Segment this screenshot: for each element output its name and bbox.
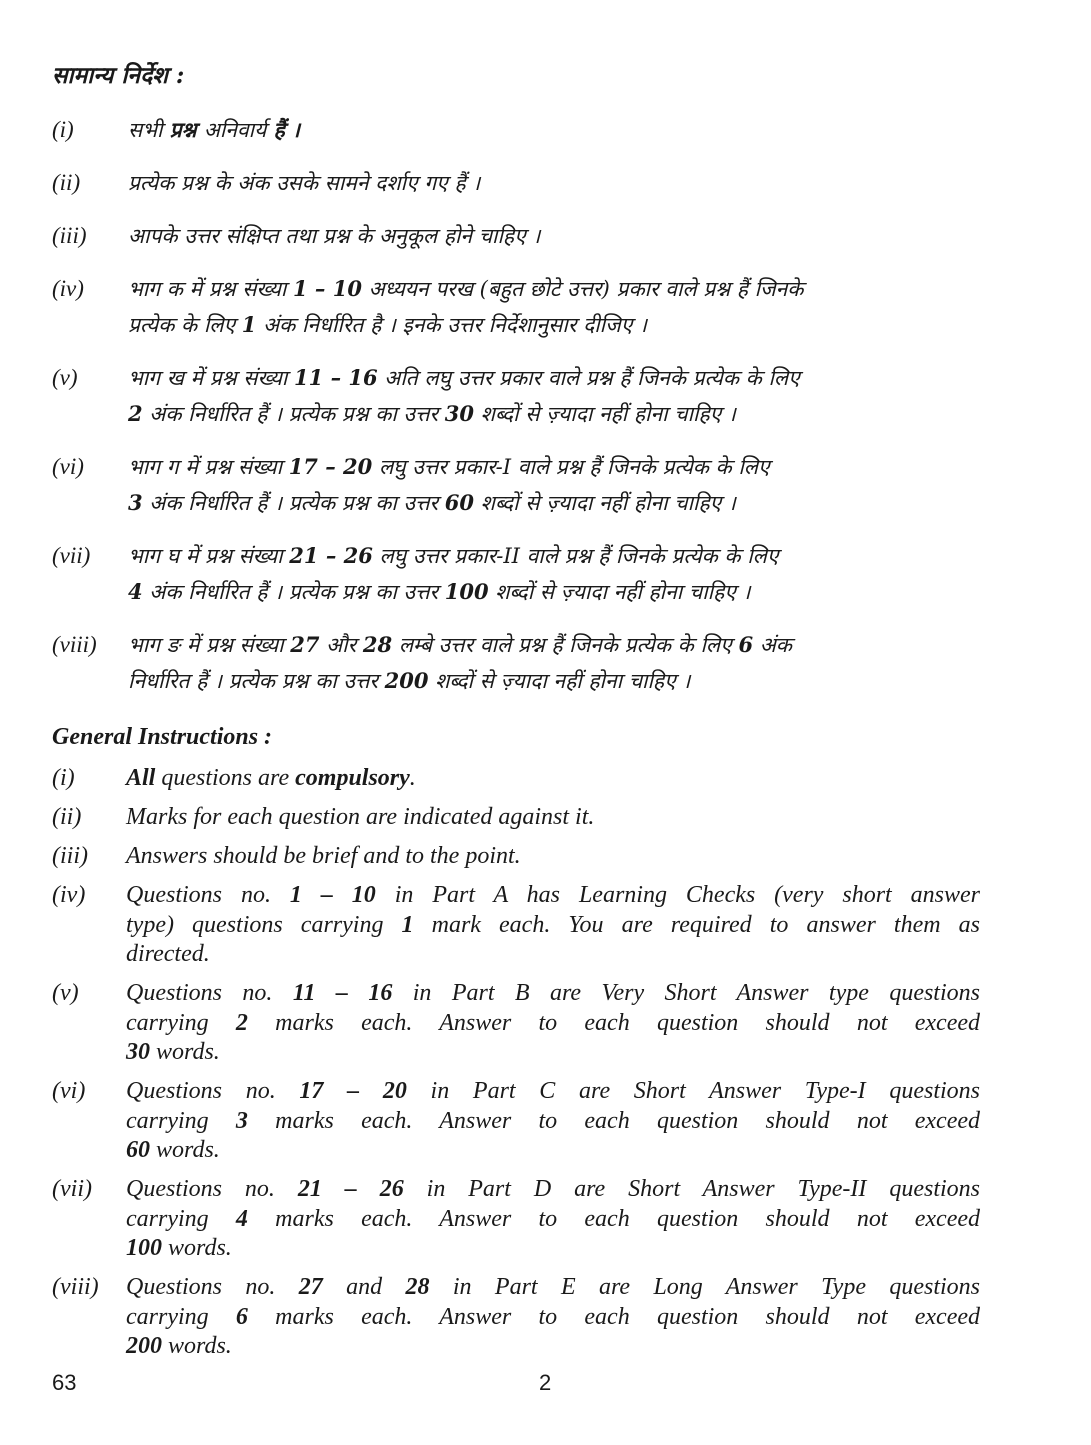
text-segment: प्रत्येक के लिए	[128, 313, 242, 337]
emphasis-text: 60	[444, 490, 474, 515]
text-segment: लघु उत्तर प्रकार-I वाले प्रश्न हैं जिनके प्रत्येक के लिए	[372, 455, 770, 479]
text-segment: Questions no.	[126, 1274, 299, 1300]
english-instruction-item	[52, 1175, 980, 1264]
text-line	[126, 1136, 980, 1166]
text-segment: and	[322, 1274, 406, 1300]
emphasis-text: 21 – 26	[297, 1176, 404, 1202]
text-line	[126, 1273, 980, 1303]
emphasis-text: 1	[401, 911, 414, 938]
emphasis-text: 27	[290, 632, 320, 657]
emphasis-text: 17 – 20	[299, 1078, 407, 1104]
text-segment: सभी	[128, 118, 163, 142]
hindi-instruction-item	[52, 218, 984, 254]
page-number: 2	[539, 1370, 552, 1395]
text-segment: अनिवार्य	[203, 118, 267, 142]
english-instructions-heading: General Instructions :	[52, 724, 273, 750]
text-segment: marks each. Answer to each question should not exceed	[247, 1009, 981, 1036]
emphasis-text: 200	[384, 668, 429, 693]
text-segment: .	[409, 765, 416, 791]
emphasis-text: 3	[128, 490, 143, 515]
item-text	[128, 218, 984, 254]
text-segment: Questions no.	[126, 980, 293, 1006]
english-instruction-item	[52, 842, 980, 872]
emphasis-text: प्रश्न	[162, 117, 204, 142]
emphasis-text: 2	[235, 1009, 248, 1036]
item-number: (iv)	[52, 276, 84, 301]
text-segment: शब्दों से ज़्यादा नहीं होना चाहिए ।	[488, 580, 751, 604]
item-number: (v)	[52, 980, 79, 1006]
item-number: (iii)	[52, 843, 88, 869]
english-instruction-item	[52, 1077, 980, 1166]
emphasis-text: 11 – 16	[294, 365, 378, 390]
english-instruction-item	[52, 979, 980, 1068]
text-line	[126, 1038, 980, 1068]
text-segment: अंक निर्धारित हैं । प्रत्येक प्रश्न का उत्तर	[142, 402, 445, 426]
text-segment: अंक निर्धारित हैं । प्रत्येक प्रश्न का उत्तर	[142, 491, 445, 515]
text-segment: in Part C are Short Answer Type-I questions	[406, 1078, 981, 1104]
item-text	[126, 979, 980, 1068]
hindi-instruction-item	[52, 271, 984, 343]
emphasis-text: 30	[444, 401, 474, 426]
text-segment: निर्धारित हैं । प्रत्येक प्रश्न का उत्तर	[128, 669, 385, 693]
text-segment: carrying	[126, 1303, 236, 1330]
english-instruction-item	[52, 764, 980, 794]
emphasis-text: 27	[298, 1274, 323, 1300]
text-segment: लघु उत्तर प्रकार-II वाले प्रश्न हैं जिनके प्रत्येक के लिए	[372, 544, 779, 568]
item-text	[128, 112, 984, 148]
text-segment: Questions no.	[126, 1078, 300, 1104]
text-line	[128, 165, 984, 201]
emphasis-text: 1 – 10	[289, 882, 376, 908]
text-line	[128, 271, 984, 307]
text-line	[126, 842, 980, 872]
item-number: (i)	[52, 765, 75, 791]
item-text	[126, 1077, 980, 1166]
text-line	[128, 218, 984, 254]
emphasis-text: 21 – 26	[289, 543, 373, 568]
text-line	[126, 1107, 980, 1137]
hindi-instruction-item	[52, 112, 984, 148]
emphasis-text: 3	[235, 1107, 248, 1134]
emphasis-text: 2	[128, 401, 143, 426]
text-segment: प्रत्येक प्रश्न के अंक उसके सामने दर्शाए गए हैं ।	[128, 171, 481, 195]
item-text	[128, 627, 984, 699]
item-number: (viii)	[52, 1274, 99, 1300]
text-line	[128, 574, 984, 610]
text-line	[126, 1175, 980, 1205]
text-line	[128, 663, 984, 699]
item-text	[126, 764, 980, 794]
hindi-instructions-heading: सामान्य निर्देश :	[52, 62, 185, 89]
text-line	[128, 307, 984, 343]
item-text	[126, 803, 980, 833]
item-text	[128, 271, 984, 343]
emphasis-text: 6	[738, 632, 754, 657]
emphasis-text: 1	[241, 312, 257, 337]
text-line	[128, 112, 984, 148]
text-segment: marks each. Answer to each question should not exceed	[247, 1205, 981, 1232]
text-segment: mark each. You are required to answer them as	[413, 911, 980, 938]
text-segment: words.	[150, 1137, 220, 1163]
text-segment: शब्दों से ज़्यादा नहीं होना चाहिए ।	[473, 491, 736, 515]
text-segment: भाग घ में प्रश्न संख्या	[128, 544, 290, 568]
text-line	[126, 1234, 980, 1264]
text-line	[128, 627, 984, 663]
text-line	[126, 940, 980, 970]
emphasis-text: 4	[235, 1205, 248, 1232]
emphasis-text: 4	[128, 579, 143, 604]
text-segment: directed.	[126, 941, 210, 967]
text-segment: carrying	[126, 1107, 236, 1134]
text-segment: Questions no.	[126, 882, 290, 908]
emphasis-text: 60	[126, 1137, 150, 1163]
emphasis-text: 100	[126, 1235, 162, 1261]
item-text	[126, 1273, 980, 1362]
emphasis-text: All	[126, 765, 156, 791]
item-text	[126, 881, 980, 970]
text-segment: भाग ग में प्रश्न संख्या	[128, 455, 289, 479]
hindi-instructions-list	[52, 112, 984, 716]
hindi-instruction-item	[52, 165, 984, 201]
text-segment: marks each. Answer to each question should not exceed	[247, 1303, 981, 1330]
text-line	[128, 538, 984, 574]
text-segment: words.	[162, 1333, 232, 1359]
item-number: (vi)	[52, 454, 84, 479]
text-line	[128, 449, 984, 485]
text-segment: आपके उत्तर संक्षिप्त तथा प्रश्न के अनुकूल होने चाहिए ।	[128, 224, 541, 248]
item-number: (iii)	[52, 223, 87, 248]
text-segment: Questions no.	[126, 1176, 298, 1202]
item-number: (vii)	[52, 543, 91, 568]
text-segment: शब्दों से ज़्यादा नहीं होना चाहिए ।	[473, 402, 736, 426]
emphasis-text: compulsory	[295, 765, 410, 791]
text-segment: और	[319, 633, 363, 657]
text-segment: अध्ययन परख (बहुत छोटे उत्तर) प्रकार वाले प्रश्न हैं जिनके	[361, 277, 804, 301]
text-segment: शब्दों से ज़्यादा नहीं होना चाहिए ।	[428, 669, 691, 693]
text-line	[126, 881, 980, 911]
text-segment: marks each. Answer to each question should not exceed	[247, 1107, 981, 1134]
text-segment: in Part A has Learning Checks (very short answer	[375, 882, 981, 908]
emphasis-text: 17 – 20	[288, 454, 373, 479]
emphasis-text: हैं ।	[266, 117, 300, 142]
item-number: (i)	[52, 117, 74, 142]
text-line	[126, 764, 980, 794]
item-number: (v)	[52, 365, 78, 390]
text-line	[126, 1332, 980, 1362]
item-number: (iv)	[52, 882, 86, 908]
english-instruction-item	[52, 803, 980, 833]
text-segment: भाग क में प्रश्न संख्या	[128, 277, 293, 301]
hindi-instruction-item	[52, 360, 984, 432]
text-segment: अति लघु उत्तर प्रकार वाले प्रश्न हैं जिनके प्रत्येक के लिए	[377, 366, 800, 390]
text-line	[128, 396, 984, 432]
text-segment: words.	[150, 1039, 220, 1065]
hindi-instruction-item	[52, 538, 984, 610]
text-line	[126, 911, 980, 941]
emphasis-text: 30	[126, 1039, 150, 1065]
english-instruction-item	[52, 1273, 980, 1362]
text-segment: अंक निर्धारित हैं । प्रत्येक प्रश्न का उत्तर	[142, 580, 445, 604]
item-number: (ii)	[52, 804, 82, 830]
text-line	[128, 485, 984, 521]
text-line	[126, 1009, 980, 1039]
text-segment: in Part E are Long Answer Type questions	[429, 1274, 981, 1300]
text-segment: भाग ख में प्रश्न संख्या	[128, 366, 295, 390]
text-line	[126, 1205, 980, 1235]
text-segment: अंक	[753, 633, 792, 657]
text-line	[126, 1077, 980, 1107]
text-line	[126, 1303, 980, 1333]
emphasis-text: 11 – 16	[292, 980, 393, 1006]
item-number: (vii)	[52, 1176, 92, 1202]
item-number: (vi)	[52, 1078, 86, 1104]
english-instruction-item	[52, 881, 980, 970]
text-segment: in Part D are Short Answer Type-II questions	[403, 1176, 981, 1202]
emphasis-text: 28	[405, 1274, 430, 1300]
hindi-instruction-item	[52, 627, 984, 699]
item-text	[128, 538, 984, 610]
text-segment: Marks for each question are indicated against it.	[126, 804, 595, 830]
emphasis-text: 100	[444, 579, 489, 604]
text-segment: carrying	[126, 1009, 236, 1036]
item-text	[128, 165, 984, 201]
emphasis-text: 200	[126, 1333, 162, 1359]
english-instructions-list	[52, 764, 980, 1371]
emphasis-text: 6	[235, 1303, 248, 1330]
item-number: (viii)	[52, 632, 97, 657]
item-text	[128, 360, 984, 432]
item-text	[126, 842, 980, 872]
emphasis-text: 1 – 10	[292, 276, 362, 301]
text-segment: अंक निर्धारित है । इनके उत्तर निर्देशानुसार दीजिए ।	[256, 313, 647, 337]
text-segment: words.	[162, 1235, 232, 1261]
text-segment: भाग ङ में प्रश्न संख्या	[128, 633, 291, 657]
text-segment: लम्बे उत्तर वाले प्रश्न हैं जिनके प्रत्येक के लिए	[392, 633, 739, 657]
item-number: (ii)	[52, 170, 81, 195]
text-line	[126, 979, 980, 1009]
text-segment: carrying	[126, 1205, 236, 1232]
item-text	[128, 449, 984, 521]
text-segment: in Part B are Very Short Answer type questions	[392, 980, 980, 1006]
paper-code: 63	[52, 1370, 77, 1395]
text-segment: Answers should be brief and to the point.	[126, 843, 521, 869]
text-segment: questions are	[155, 765, 296, 791]
emphasis-text: 28	[362, 632, 393, 657]
text-line	[126, 803, 980, 833]
hindi-instruction-item	[52, 449, 984, 521]
item-text	[126, 1175, 980, 1264]
text-segment: type) questions carrying	[126, 911, 402, 938]
text-line	[128, 360, 984, 396]
